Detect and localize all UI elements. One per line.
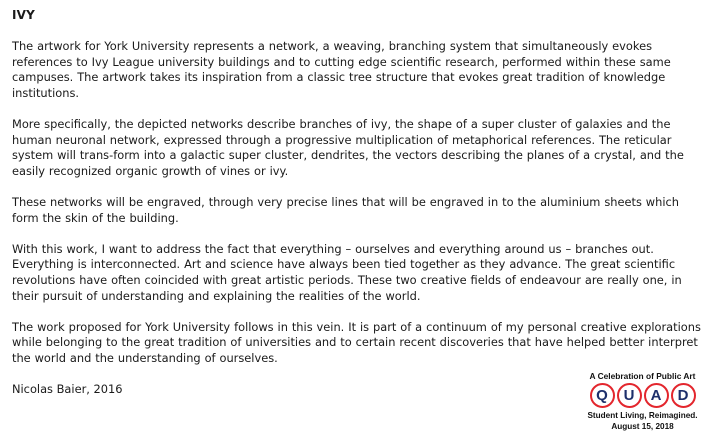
paragraph-3: These networks will be engraved, through very precise lines that will be engraved in to the aluminium sheets which form the skin of the building. bbox=[12, 194, 679, 225]
logo-top-line: A Celebration of Public Art bbox=[589, 371, 696, 381]
author-signature: Nicolas Baier, 2016 bbox=[12, 382, 123, 397]
logo-letter-u: U bbox=[617, 383, 642, 408]
paragraph-5: The work proposed for York University follows in this vein. It is part of a continuum of my personal creative explorations while belonging to the great tradition of universities and to certain recent discoveries that have helped better interpret the world and the understanding of ourselves. bbox=[12, 319, 701, 365]
logo-letter-row bbox=[585, 383, 700, 410]
paragraph-1: The artwork for York University represents a network, a weaving, branching system that simultaneously evokes references to Ivy League university buildings and to cutting edge scientific research, performed within these same campuses. The artwork takes its inspiration from a classic tree structure that evokes great tradition of knowledge institutions. bbox=[12, 39, 671, 100]
logo-date: August 15, 2018 bbox=[611, 422, 674, 431]
document-body bbox=[12, 7, 708, 398]
logo-tagline: Student Living, Reimagined. bbox=[587, 411, 698, 420]
paragraph-4: With this work, I want to address the fact that everything – ourselves and everything around us – branches out. Everything is interconnected. Art and science have always been tied together as they advance. The great scientific revolutions have often coincided with great artistic periods. These two creative fields of endeavour are really one, in their pursuit of understanding and explaining the realities of the world. bbox=[12, 241, 682, 303]
quad-logo bbox=[585, 371, 700, 439]
logo-letter-q: Q bbox=[590, 383, 615, 408]
page-title: IVY bbox=[12, 8, 36, 22]
paragraph-2: More specifically, the depicted networks describe branches of ivy, the shape of a super cluster of galaxies and the human neuronal network, expressed through a progressive multiplication of metaphorical references. The reticular system will trans-form into a galactic super cluster, dendrites, the vectors describing the planes of a crystal, and the easily recognized organic growth of vines or ivy. bbox=[12, 116, 684, 178]
logo-letter-a: A bbox=[644, 383, 669, 408]
logo-letter-d: D bbox=[671, 383, 696, 408]
